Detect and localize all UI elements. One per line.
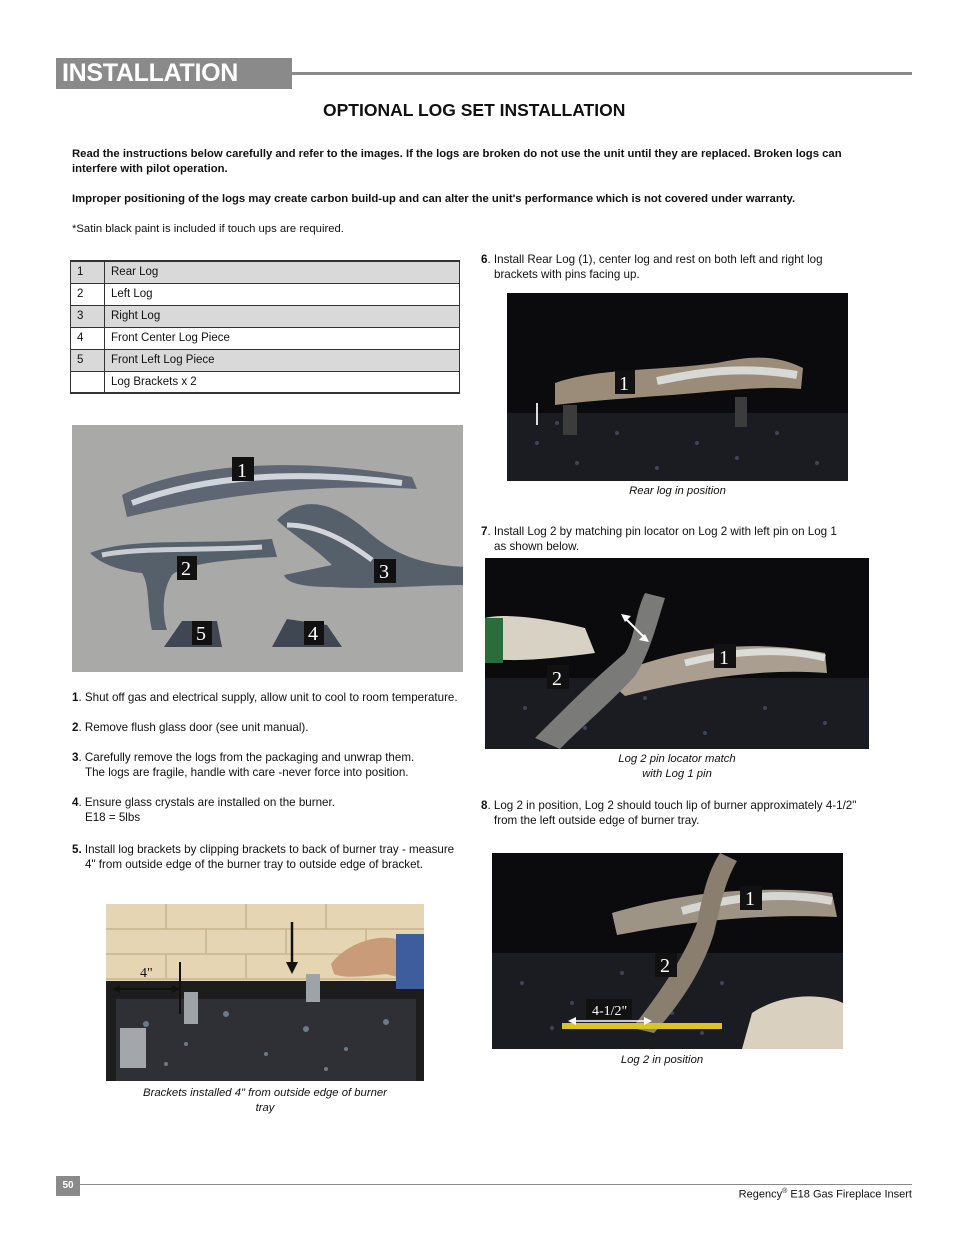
measure-label-4-1-2in: 4-1/2" bbox=[592, 1004, 628, 1019]
intro-warning-broken-logs: Read the instructions below carefully and refer to the images. If the logs are broken do not use the unit until they are replaced. Broken logs can interfere with pilot operation. bbox=[72, 148, 842, 175]
log-label: 1 bbox=[719, 647, 729, 669]
part-name: Front Center Log Piece bbox=[105, 327, 460, 349]
step-3: 3. Carefully remove the logs from the packaging and unwrap them. The logs are fragile, handle with care -never force into position. bbox=[72, 751, 415, 779]
table-row bbox=[71, 349, 460, 371]
table-row bbox=[71, 305, 460, 327]
step-4: 4. Ensure glass crystals are installed on the burner. E18 = 5lbs bbox=[72, 796, 335, 824]
table-row bbox=[71, 283, 460, 305]
part-name: Log Brackets x 2 bbox=[105, 371, 460, 393]
step-5: 5. Install log brackets by clipping brackets to back of burner tray - measure 4" from outside edge of the burner tray to outside edge of bracket. bbox=[72, 843, 455, 871]
section-title: OPTIONAL LOG SET INSTALLATION bbox=[323, 100, 626, 120]
part-number: 4 bbox=[71, 327, 105, 349]
part-name: Rear Log bbox=[105, 261, 460, 283]
intro-warning-positioning: Improper positioning of the logs may create carbon build-up and can alter the unit's performance which is not covered under warranty. bbox=[72, 193, 796, 205]
log2-position-photo bbox=[492, 853, 843, 1049]
footer-rule bbox=[80, 1184, 912, 1185]
step-1: 1. Shut off gas and electrical supply, allow unit to cool to room temperature. bbox=[72, 691, 458, 704]
page-title: INSTALLATION bbox=[62, 59, 239, 87]
part-name: Front Left Log Piece bbox=[105, 349, 460, 371]
step-2: 2. Remove flush glass door (see unit manual). bbox=[72, 721, 309, 734]
brackets-photo bbox=[106, 904, 424, 1081]
rear-log-photo bbox=[507, 293, 848, 481]
log-label: 4 bbox=[308, 623, 318, 645]
log-label: 1 bbox=[619, 373, 629, 395]
log-label: 2 bbox=[660, 955, 670, 977]
footer-product: Regency® E18 Gas Fireplace Insert bbox=[738, 1188, 912, 1201]
log-label: 2 bbox=[181, 558, 191, 580]
log-label: 1 bbox=[745, 888, 755, 910]
part-number: 3 bbox=[71, 305, 105, 327]
step-6: 6. Install Rear Log (1), center log and rest on both left and right log brackets with pins facing up. bbox=[481, 253, 823, 281]
logs-parts-photo bbox=[72, 425, 463, 672]
log-label: 5 bbox=[196, 623, 206, 645]
table-row bbox=[71, 261, 460, 283]
part-number: 2 bbox=[71, 283, 105, 305]
log-label: 3 bbox=[379, 561, 389, 583]
header-rule bbox=[292, 72, 912, 75]
part-number: 1 bbox=[71, 261, 105, 283]
log-label: 1 bbox=[237, 460, 247, 482]
intro-paint-note: *Satin black paint is included if touch ups are required. bbox=[72, 223, 344, 235]
part-number: 5 bbox=[71, 349, 105, 371]
part-name: Right Log bbox=[105, 305, 460, 327]
pin-match-photo bbox=[485, 558, 869, 749]
step-7: 7. Install Log 2 by matching pin locator on Log 2 with left pin on Log 1 as shown below. bbox=[481, 525, 837, 553]
caption-brackets: Brackets installed 4" from outside edge of burner tray bbox=[143, 1087, 387, 1114]
log-label: 2 bbox=[552, 668, 562, 690]
page-number: 50 bbox=[56, 1176, 80, 1196]
part-name: Left Log bbox=[105, 283, 460, 305]
part-number bbox=[71, 371, 105, 393]
parts-table bbox=[70, 260, 460, 394]
table-row bbox=[71, 371, 460, 393]
caption-log2-position: Log 2 in position bbox=[620, 1054, 704, 1066]
measure-label-4in: 4" bbox=[140, 966, 153, 981]
table-row bbox=[71, 327, 460, 349]
caption-pin-match: Log 2 pin locator match with Log 1 pin bbox=[618, 753, 736, 780]
step-8: 8. Log 2 in position, Log 2 should touch lip of burner approximately 4-1/2" from the left outside edge of burner tray. bbox=[481, 799, 857, 827]
caption-rear-log: Rear log in position bbox=[629, 485, 726, 497]
